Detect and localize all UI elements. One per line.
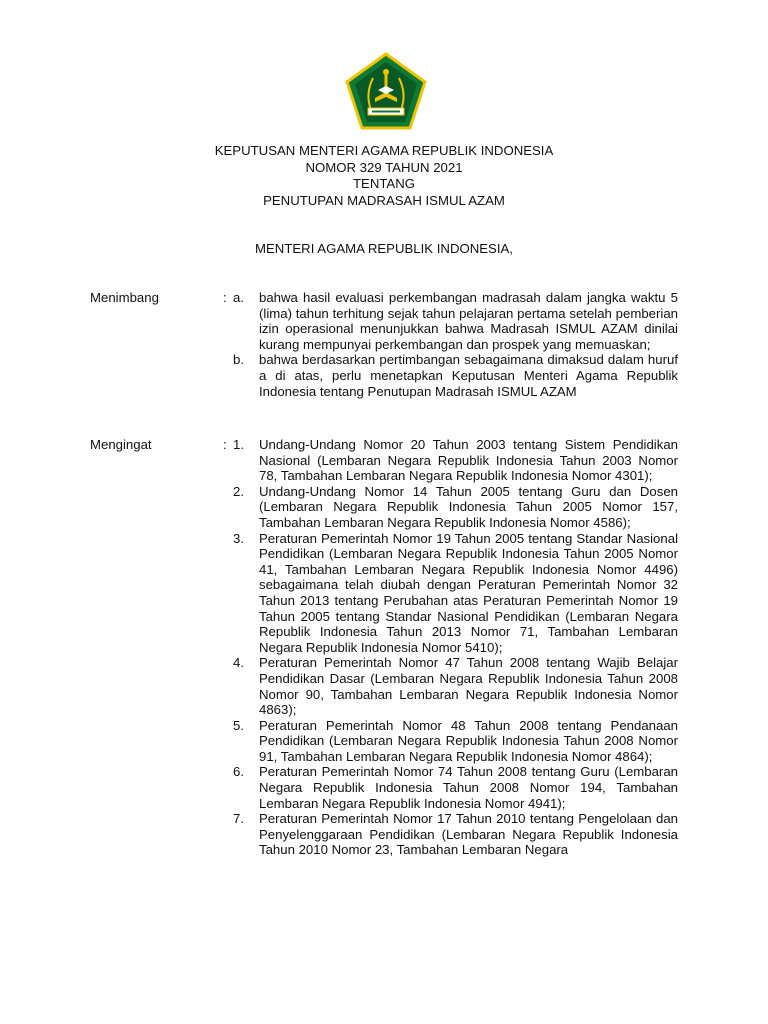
item-marker: 2.: [233, 483, 244, 499]
mengingat-item: [90, 655, 690, 717]
item-text: Peraturan Pemerintah Nomor 17 Tahun 2010 tentang Pengelolaan dan Penyelenggaraan Pendidikan (Lembaran Negara Republik Indonesia Tahun 2010 Nomor 23, Tambahan Lembaran Negara: [259, 811, 678, 858]
mengingat-item: [90, 764, 690, 811]
mengingat-item: [90, 811, 690, 858]
kementerian-agama-emblem-icon: [345, 52, 427, 130]
item-text: Peraturan Pemerintah Nomor 47 Tahun 2008 tentang Wajib Belajar Pendidikan Dasar (Lembaran Negara Republik Indonesia Tahun 2008 Nomor 90, Tambahan Lembaran Negara Republik Indonesia Nomor 4863);: [259, 655, 678, 718]
title-line-1: KEPUTUSAN MENTERI AGAMA REPUBLIK INDONESIA: [214, 143, 554, 158]
item-text: Undang-Undang Nomor 14 Tahun 2005 tentang Guru dan Dosen (Lembaran Negara Republik Indonesia Tahun 2005 Nomor 157, Tambahan Lembaran Negara Republik Indonesia Nomor 4586);: [259, 483, 678, 530]
menimbang-item: [90, 352, 690, 399]
menimbang-section: [90, 290, 690, 399]
mengingat-label: Mengingat: [90, 437, 152, 452]
item-text: Peraturan Pemerintah Nomor 19 Tahun 2005 tentang Standar Nasional Pendidikan (Lembaran Negara Republik Indonesia Tahun 2005 Nomor 41, Tambahan Lembaran Negara Republik Indonesia Nomor 4496) sebagaimana telah diubah dengan Peraturan Pemerintah Nomor 32 Tahun 2013 tentang Perubahan atas Peraturan Pemerintah Nomor 19 Tahun 2005 tentang Standar Nasional Pendidikan (Lembaran Negara Republik Indonesia Tahun 2013 Nomor 71, Tambahan Lembaran Negara Republik Indonesia Nomor 5410);: [259, 530, 678, 655]
colon: :: [223, 437, 227, 452]
menimbang-item: [90, 290, 690, 352]
item-text: bahwa hasil evaluasi perkembangan madrasah dalam jangka waktu 5 (lima) tahun terhitung sejak tahun pelajaran pertama setelah pemberian izin operasional menunjukkan bahwa Madrasah ISMUL AZAM dinilai kurang mempunyai perkembangan dan prospek yang memuaskan;: [259, 290, 678, 352]
item-marker: 6.: [233, 764, 244, 780]
item-marker: 5.: [233, 717, 244, 733]
item-marker: 3.: [233, 530, 244, 546]
item-text: Peraturan Pemerintah Nomor 74 Tahun 2008 tentang Guru (Lembaran Negara Republik Indonesia Tahun 2008 Nomor 194, Tambahan Lembaran Negara Republik Indonesia Nomor 4941);: [259, 764, 678, 811]
title-line-2: NOMOR 329 TAHUN 2021: [305, 159, 463, 175]
title-line-4: PENUTUPAN MADRASAH ISMUL AZAM: [263, 192, 505, 208]
mengingat-item: [90, 531, 690, 656]
item-marker: b.: [233, 352, 244, 368]
minister-heading: MENTERI AGAMA REPUBLIK INDONESIA,: [255, 241, 513, 256]
item-text: Peraturan Pemerintah Nomor 48 Tahun 2008 tentang Pendanaan Pendidikan (Lembaran Negara Republik Indonesia Tahun 2008 Nomor 91, Tambahan Lembaran Negara Republik Indonesia Nomor 4864);: [259, 717, 678, 764]
decree-title: [0, 143, 768, 209]
mengingat-item: [90, 484, 690, 531]
menimbang-label: Menimbang: [90, 290, 159, 305]
item-marker: 7.: [233, 811, 244, 827]
mengingat-section: [90, 437, 690, 858]
item-text: bahwa berdasarkan pertimbangan sebagaimana dimaksud dalam huruf a di atas, perlu menetapkan Keputusan Menteri Agama Republik Indonesia tentang Penutupan Madrasah ISMUL AZAM: [259, 352, 678, 399]
item-marker: a.: [233, 290, 244, 305]
title-line-3: TENTANG: [352, 176, 416, 191]
item-marker: 1.: [233, 437, 244, 452]
item-text: Undang-Undang Nomor 20 Tahun 2003 tentang Sistem Pendidikan Nasional (Lembaran Negara Republik Indonesia Tahun 2003 Nomor 78, Tambahan Lembaran Negara Republik Indonesia Nomor 4301);: [259, 437, 678, 484]
colon: :: [223, 290, 227, 305]
mengingat-item: [90, 718, 690, 765]
mengingat-item: [90, 437, 690, 484]
item-marker: 4.: [233, 655, 244, 671]
